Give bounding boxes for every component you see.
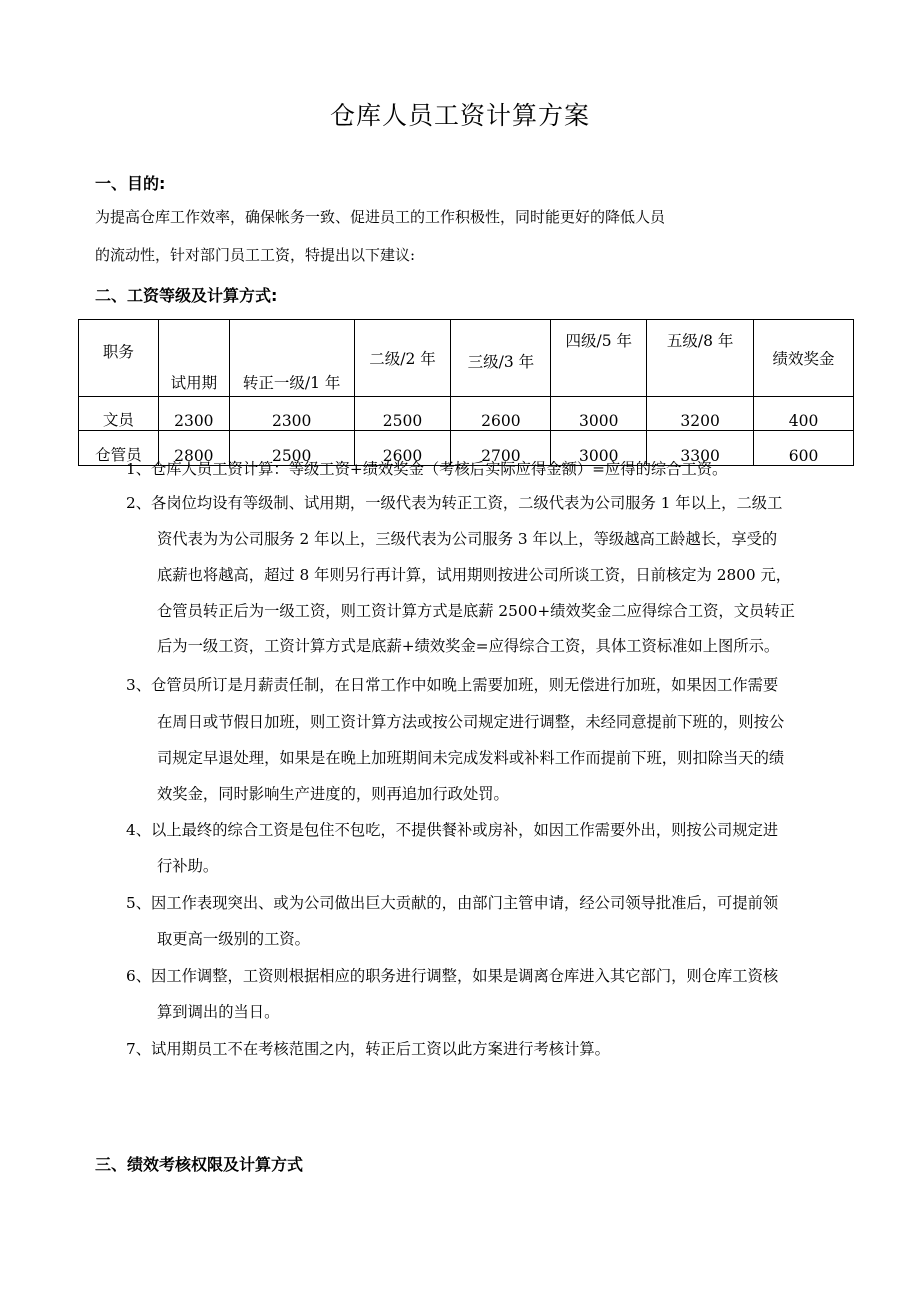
list-item-number: 4、	[126, 821, 152, 839]
document-title: 仓库人员工资计算方案	[329, 101, 590, 130]
table-cell: 2500	[354, 397, 451, 431]
list-item-6	[126, 964, 778, 986]
list-item-2-line-5: 后为一级工资，工资计算方式是底薪+绩效奖金=应得综合工资，具体工资标准如上图所示。	[157, 637, 780, 655]
list-item-3-line-3: 司规定早退处理，如果是在晚上加班期间未完成发料或补料工作而提前下班，则扣除当天的绩	[157, 749, 785, 767]
header-level-3: 三级/3 年	[451, 320, 551, 397]
table-cell: 文员	[79, 397, 159, 431]
header-performance-bonus: 绩效奖金	[754, 320, 854, 397]
table-cell: 仓管员	[79, 431, 159, 466]
header-probation: 试用期	[158, 320, 229, 397]
list-item-number: 6、	[126, 967, 152, 985]
list-item-3-line-4: 效奖金，同时影响生产进度的，则再追加行政处罚。	[157, 785, 509, 803]
list-item-text: 以上最终的综合工资是包住不包吃，不提供餐补或房补，如因工作需要外出，则按公司规定进	[151, 821, 779, 839]
table-cell: 3000	[551, 431, 647, 466]
list-item-text: 因工作调整，工资则根据相应的职务进行调整，如果是调离仓库进入其它部门，则仓库工资核	[151, 967, 779, 985]
list-item-2-line-2: 资代表为为公司服务 2 年以上，三级代表为公司服务 3 年以上，等级越高工龄越长，享受的	[157, 530, 778, 548]
header-level-1: 转正一级/1 年	[229, 320, 354, 397]
table-cell: 2800	[158, 431, 229, 466]
table-cell: 2300	[229, 397, 354, 431]
table-cell: 2600	[451, 397, 551, 431]
list-item-6-line-2: 算到调出的当日。	[157, 1003, 280, 1021]
section-1-paragraph-line-2: 的流动性，针对部门员工工资，特提出以下建议:	[95, 246, 416, 264]
list-item-number: 2、	[126, 494, 152, 512]
table-cell: 2700	[451, 431, 551, 466]
list-item-5	[126, 891, 778, 913]
list-item-2-line-3: 底薪也将越高，超过 8 年则另行再计算，试用期则按进公司所谈工资，日前核定为 2800 元，	[157, 566, 792, 584]
table-header-row	[79, 320, 854, 397]
table-cell: 3000	[551, 397, 647, 431]
section-3-heading: 三、绩效考核权限及计算方式	[95, 1155, 304, 1174]
list-item-7	[126, 1037, 610, 1059]
table-row	[79, 397, 854, 431]
list-item-4-line-2: 行补助。	[157, 857, 219, 875]
list-item-text: 各岗位均设有等级制、试用期，一级代表为转正工资，二级代表为公司服务 1 年以上，二级工	[151, 494, 783, 512]
header-level-4: 四级/5 年	[551, 320, 647, 397]
list-item-2-line-4: 仓管员转正后为一级工资，则工资计算方式是底薪 2500+绩效奖金二应得综合工资，文员转正	[157, 602, 795, 620]
list-item-1	[126, 457, 727, 479]
list-item-3	[126, 673, 778, 695]
list-item-3-line-2: 在周日或节假日加班，则工资计算方法或按公司规定进行调整，未经同意提前下班的，则按公	[157, 713, 785, 731]
list-item-number: 1、	[126, 460, 152, 478]
list-item-number: 5、	[126, 894, 152, 912]
list-item-text: 因工作表现突出、或为公司做出巨大贡献的，由部门主管申请，经公司领导批准后，可提前领	[151, 894, 779, 912]
salary-table	[78, 319, 854, 466]
list-item-4	[126, 818, 778, 840]
header-level-5: 五级/8 年	[647, 320, 754, 397]
table-cell: 2300	[158, 397, 229, 431]
list-item-number: 3、	[126, 676, 152, 694]
list-item-2	[126, 491, 782, 513]
section-1-heading: 一、目的:	[95, 174, 166, 193]
header-position: 职务	[79, 320, 159, 397]
table-cell: 3300	[647, 431, 754, 466]
table-cell: 3200	[647, 397, 754, 431]
list-item-number: 7、	[126, 1040, 152, 1058]
header-level-2: 二级/2 年	[354, 320, 451, 397]
list-item-5-line-2: 取更高一级别的工资。	[157, 930, 310, 948]
list-item-text: 仓管员所订是月薪责任制，在日常工作中如晚上需要加班，则无偿进行加班，如果因工作需要	[151, 676, 779, 694]
section-1-paragraph-line-1: 为提高仓库工作效率，确保帐务一致、促进员工的工作积极性，同时能更好的降低人员	[95, 208, 666, 226]
list-item-text: 试用期员工不在考核范围之内，转正后工资以此方案进行考核计算。	[151, 1040, 610, 1058]
list-item-text: 仓库人员工资计算：等级工资+绩效奖金（考核后实际应得金额）=应得的综合工资。	[151, 460, 728, 478]
table-cell: 2600	[354, 431, 451, 466]
table-cell: 2500	[229, 431, 354, 466]
table-cell: 600	[754, 431, 854, 466]
table-cell: 400	[754, 397, 854, 431]
section-2-heading: 二、工资等级及计算方式:	[95, 286, 278, 305]
